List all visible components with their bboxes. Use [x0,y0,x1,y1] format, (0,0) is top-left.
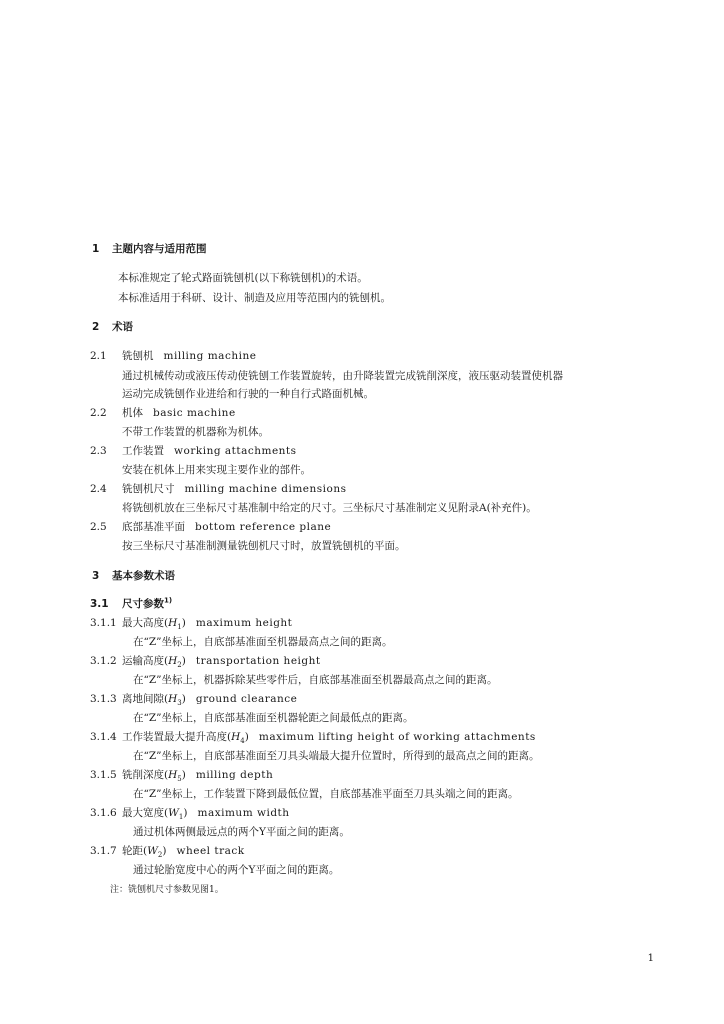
param-symbol-sub: 4 [240,737,245,746]
subsection-3-1-number: 3.1 [90,598,109,610]
param-name-zh: 铣削深度 [122,769,164,781]
section-2-title: 术语 [112,321,133,333]
param-name-en: wheel track [176,845,245,857]
param-name-zh: 工作装置最大提升高度 [122,731,227,743]
param-number: 3.1.5 [90,769,117,781]
term-number: 2.2 [90,407,107,419]
section-3-title: 基本参数术语 [112,570,175,582]
param-symbol-sub: 5 [177,775,182,784]
term-name-en: basic machine [153,407,236,419]
page-number: 1 [647,953,654,964]
param-name-en: maximum width [197,807,290,819]
param-symbol-sub: 2 [157,851,163,860]
param-symbol: H [168,769,178,781]
param-heading: 最大高度$(H_1)$ maximum height [122,617,293,632]
param-number: 3.1.4 [90,731,117,743]
param-name-en: transportation height [195,655,321,667]
param-symbol: H [231,731,241,743]
param-definition: 在“Z”坐标上，工作装置下降到最低位置，自底部基准平面至刀具头端之间的距离。 [133,788,519,800]
param-definition: 在“Z”坐标上，自底部基准面至刀具头端最大提升位置时，所得到的最高点之间的距离。 [133,750,540,762]
term-name-en: milling machine [163,350,257,362]
term-definition-cont: 运动完成铣刨作业进给和行驶的一种自行式路面机械。 [122,388,374,400]
param-heading: 最大宽度$(W_1)$ maximum width [122,807,290,822]
section-2-number: 2 [92,321,100,333]
param-name-en: maximum lifting height of working attachments [258,731,536,743]
term-name-zh: 底部基准平面 [122,521,185,533]
param-name-zh: 运输高度 [122,655,164,667]
section-1-number: 1 [92,243,100,255]
param-name-en: milling depth [195,769,274,781]
param-symbol: H [168,693,178,705]
param-name-en: ground clearance [195,693,298,705]
section-1-title: 主题内容与适用范围 [112,243,207,255]
param-heading: 离地间隙$(H_3)$ ground clearance [122,693,298,708]
term-number: 2.3 [90,445,107,457]
param-heading: 运输高度$(H_2)$ transportation height [122,655,321,670]
param-definition: 在“Z”坐标上，自底部基准面至机器最高点之间的距离。 [133,636,393,648]
param-heading: 轮距$(W_2)$ wheel track [122,845,245,860]
term-definition: 不带工作装置的机器称为机体。 [122,426,269,438]
param-heading: 工作装置最大提升高度$(H_4)$ maximum lifting height of working attachments [122,731,536,746]
param-definition: 在“Z”坐标上，自底部基准面至机器轮距之间最低点的距离。 [133,712,414,724]
param-definition: 通过机体两侧最远点的两个Y平面之间的距离。 [133,826,350,838]
footnote-mark: 1) [164,596,173,605]
term-heading [122,407,236,420]
param-number: 3.1.3 [90,693,117,705]
term-name-en: bottom reference plane [195,521,332,533]
term-definition: 安装在机体上用来实现主要作业的部件。 [122,464,311,476]
param-symbol: W [147,845,158,857]
param-symbol: W [168,807,179,819]
term-name-zh: 铣刨机 [122,350,154,362]
param-symbol: H [168,617,178,629]
param-number: 3.1.1 [90,617,117,629]
param-symbol-sub: 2 [177,661,182,670]
param-heading: 铣削深度$(H_5)$ milling depth [122,769,274,784]
term-heading [122,521,331,534]
param-number: 3.1.2 [90,655,117,667]
param-symbol-sub: 1 [178,813,184,822]
param-name-zh: 离地间隙 [122,693,164,705]
term-number: 2.1 [90,350,107,362]
param-number: 3.1.7 [90,845,117,857]
section-1-paragraph-1: 本标准规定了轮式路面铣刨机(以下称铣刨机)的术语。 [118,272,368,284]
term-name-en: working attachments [174,445,297,457]
param-symbol: H [168,655,178,667]
term-definition: 按三坐标尺寸基准制测量铣刨机尺寸时，放置铣刨机的平面。 [122,540,406,552]
term-definition: 通过机械传动或液压传动使铣刨工作装置旋转，由升降装置完成铣削深度，液压驱动装置使机器 [122,370,563,382]
term-name-en: milling machine dimensions [184,483,347,495]
term-name-zh: 工作装置 [122,445,164,457]
param-name-zh: 轮距 [122,845,143,857]
param-name-en: maximum height [195,617,293,629]
param-symbol-sub: 3 [177,699,182,708]
param-number: 3.1.6 [90,807,117,819]
term-heading [122,445,297,458]
section-3-number: 3 [92,570,100,582]
term-name-zh: 铣刨机尺寸 [122,483,175,495]
param-name-zh: 最大高度 [122,617,164,629]
param-definition: 通过轮胎宽度中心的两个Y平面之间的距离。 [133,864,340,876]
term-heading [122,350,256,363]
subsection-title-text: 尺寸参数 [122,598,164,610]
term-definition: 将铣刨机放在三坐标尺寸基准制中给定的尺寸。三坐标尺寸基准制定义见附录A(补充件)。 [122,502,537,514]
section-1-paragraph-2: 本标准适用于科研、设计、制造及应用等范围内的铣刨机。 [118,292,391,304]
footnote: 注：铣刨机尺寸参数见图1。 [110,885,224,895]
param-symbol-sub: 1 [177,623,182,632]
param-name-zh: 最大宽度 [122,807,164,819]
term-number: 2.5 [90,521,107,533]
subsection-3-1-title [122,598,172,611]
param-definition: 在“Z”坐标上，机器拆除某些零件后，自底部基准面至机器最高点之间的距离。 [133,674,498,686]
term-heading [122,483,347,496]
term-name-zh: 机体 [122,407,143,419]
term-number: 2.4 [90,483,107,495]
